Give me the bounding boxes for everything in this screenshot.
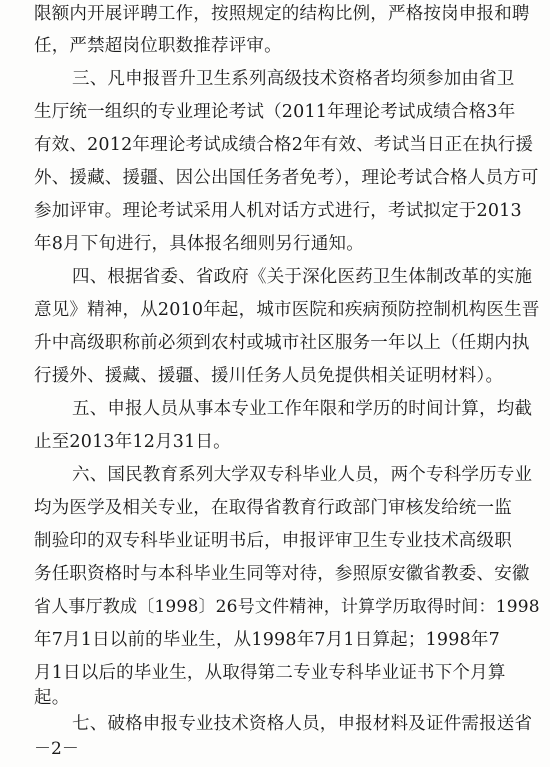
text-line: 外、援藏、援疆、因公出国任务者免考），理论考试合格人员方可 xyxy=(34,168,539,188)
text-line: 年7月1日以前的毕业生，从1998年7月1日算起；1998年7 xyxy=(34,630,500,650)
text-line: 六、国民教育系列大学双专科毕业人员，两个专科学历专业 xyxy=(72,465,533,485)
text-line: 月1日以后的毕业生，从取得第二专业专科毕业证书下个月算 xyxy=(34,663,506,683)
text-line: 有效、2012年理论考试成绩合格2年有效、考试当日正在执行援 xyxy=(34,135,534,155)
text-line: 四、根据省委、省政府《关于深化医药卫生体制改革的实施 xyxy=(72,267,533,287)
text-line: 省人事厅教成〔1998〕26号文件精神，计算学历取得时间：1998 xyxy=(34,597,540,617)
text-line: 制验印的双专科毕业证明书后，申报评审卫生专业技术高级职 xyxy=(34,531,512,551)
text-line: 行援外、援藏、援疆、援川任务人员免提供相关证明材料）。 xyxy=(34,366,504,386)
text-line: 年8月下旬进行，具体报名细则另行通知。 xyxy=(34,234,364,254)
text-line: 三、凡申报晋升卫生系列高级技术资格者均须参加由省卫 xyxy=(72,69,515,89)
text-line: 升中高级职称前必须到农村或城市社区服务一年以上（任期内执 xyxy=(34,333,530,353)
text-line: 均为医学及相关专业，在取得省教育行政部门审核发给统一监 xyxy=(34,498,512,518)
text-line: 七、破格申报专业技术资格人员，申报材料及证件需报送省 xyxy=(72,714,533,734)
text-line: 限额内开展评聘工作，按照规定的结构比例，严格按岗申报和聘 xyxy=(34,4,530,24)
text-line: 五、申报人员从事本专业工作年限和学历的时间计算，均截 xyxy=(72,399,533,419)
text-line: 参加评审。理论考试采用人机对话方式进行，考试拟定于2013 xyxy=(34,201,522,221)
text-line: 起。 xyxy=(34,688,70,708)
text-line: 生厅统一组织的专业理论考试（2011年理论考试成绩合格3年 xyxy=(34,102,516,122)
text-line: 任，严禁超岗位职数推荐评审。 xyxy=(34,36,282,56)
text-line: 意见》精神，从2010年起，城市医院和疾病预防控制机构医生晋 xyxy=(34,300,540,320)
text-line: 止至2013年12月31日。 xyxy=(34,432,231,452)
text-line: 务任职资格时与本科毕业生同等对待，参照原安徽省教委、安徽 xyxy=(34,564,530,584)
page-number: －2－ xyxy=(34,739,79,759)
